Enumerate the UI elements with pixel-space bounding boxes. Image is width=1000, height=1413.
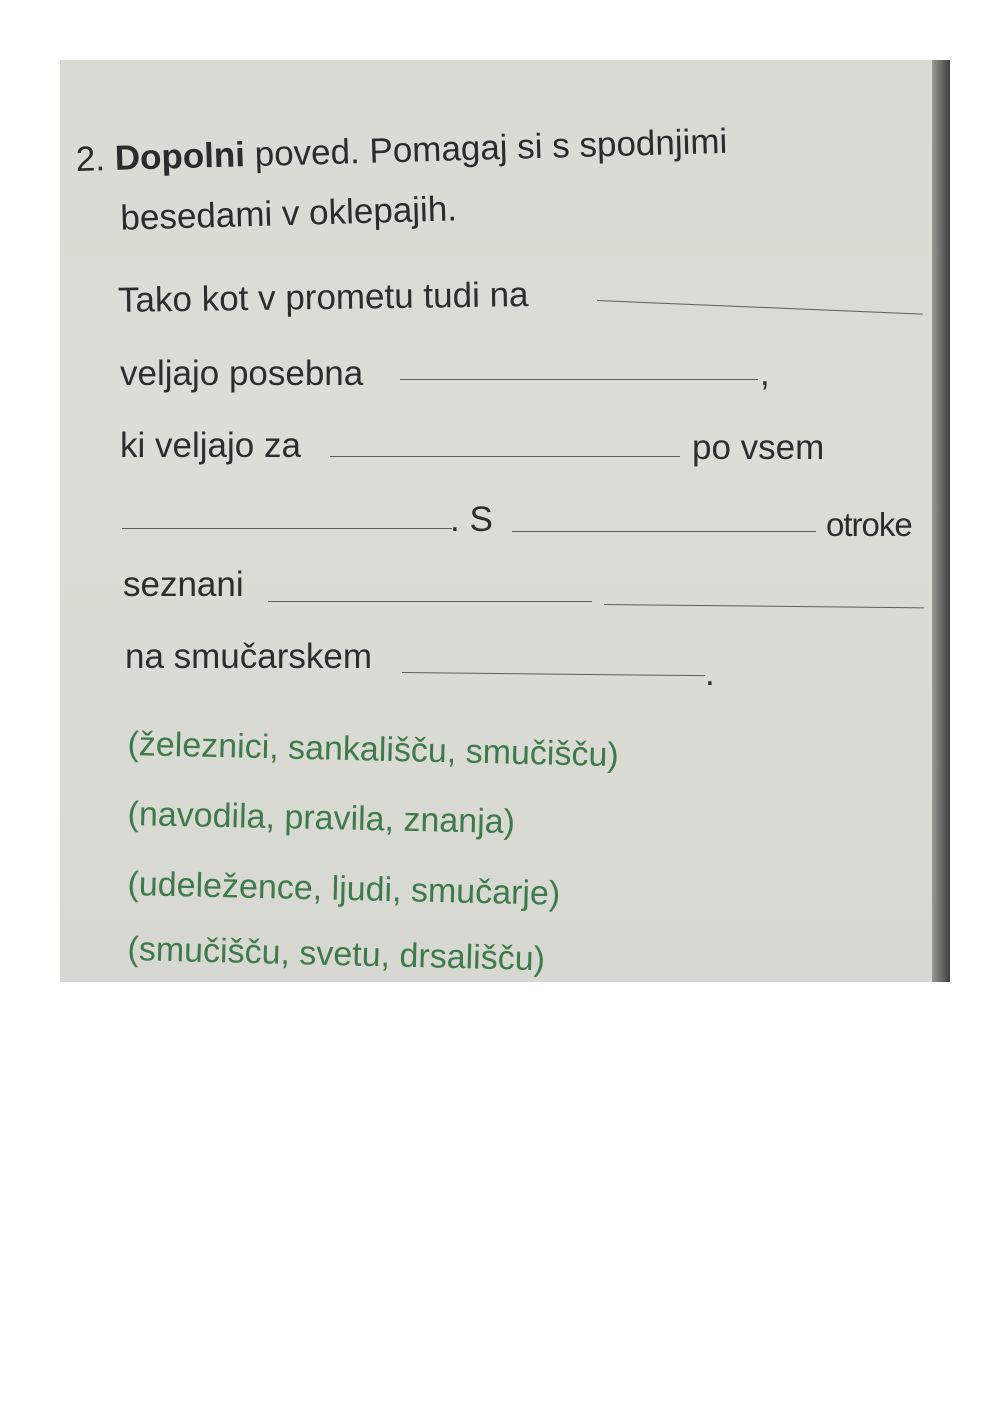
blank-5[interactable] bbox=[512, 531, 816, 532]
sentence-line-3-start: ki veljajo za bbox=[120, 426, 301, 465]
blank-3[interactable] bbox=[330, 456, 680, 457]
sentence-line-4-end: otroke bbox=[826, 506, 912, 543]
blank-4[interactable] bbox=[122, 528, 452, 529]
page-edge-shadow bbox=[932, 60, 950, 982]
hint-list-2: (navodila, pravila, znanja) bbox=[127, 795, 516, 842]
sentence-line-4-s: . S bbox=[450, 500, 493, 539]
hint-list-1: (železnici, sankališču, smučišču) bbox=[127, 725, 620, 775]
sentence-line-3-end: po vsem bbox=[692, 428, 825, 467]
blank-7[interactable] bbox=[604, 604, 924, 608]
blank-1[interactable] bbox=[597, 300, 923, 315]
instruction-keyword: Dopolni bbox=[114, 135, 246, 178]
sentence-line-5: seznani bbox=[123, 565, 244, 604]
sentence-line-1: Tako kot v prometu tudi na bbox=[117, 275, 529, 320]
final-period: . bbox=[705, 654, 715, 693]
exercise-heading bbox=[75, 112, 730, 250]
hint-list-4: (smučišču, svetu, drsališču) bbox=[127, 930, 546, 979]
blank-8[interactable] bbox=[402, 672, 705, 676]
worksheet-photo bbox=[60, 60, 950, 982]
sentence-line-2: veljajo posebna bbox=[120, 354, 364, 393]
hint-list-3: (udeležence, ljudi, smučarje) bbox=[127, 865, 561, 913]
sentence-line-6: na smučarskem bbox=[125, 637, 373, 676]
blank-2[interactable] bbox=[400, 379, 758, 380]
instruction-text: poved. Pomagaj si s spodnjimi bbox=[244, 121, 728, 175]
exercise-number: 2. bbox=[75, 139, 106, 179]
comma: , bbox=[760, 354, 770, 393]
blank-6[interactable] bbox=[268, 601, 592, 602]
instruction-text-line2: besedami v oklepajih. bbox=[119, 189, 458, 238]
